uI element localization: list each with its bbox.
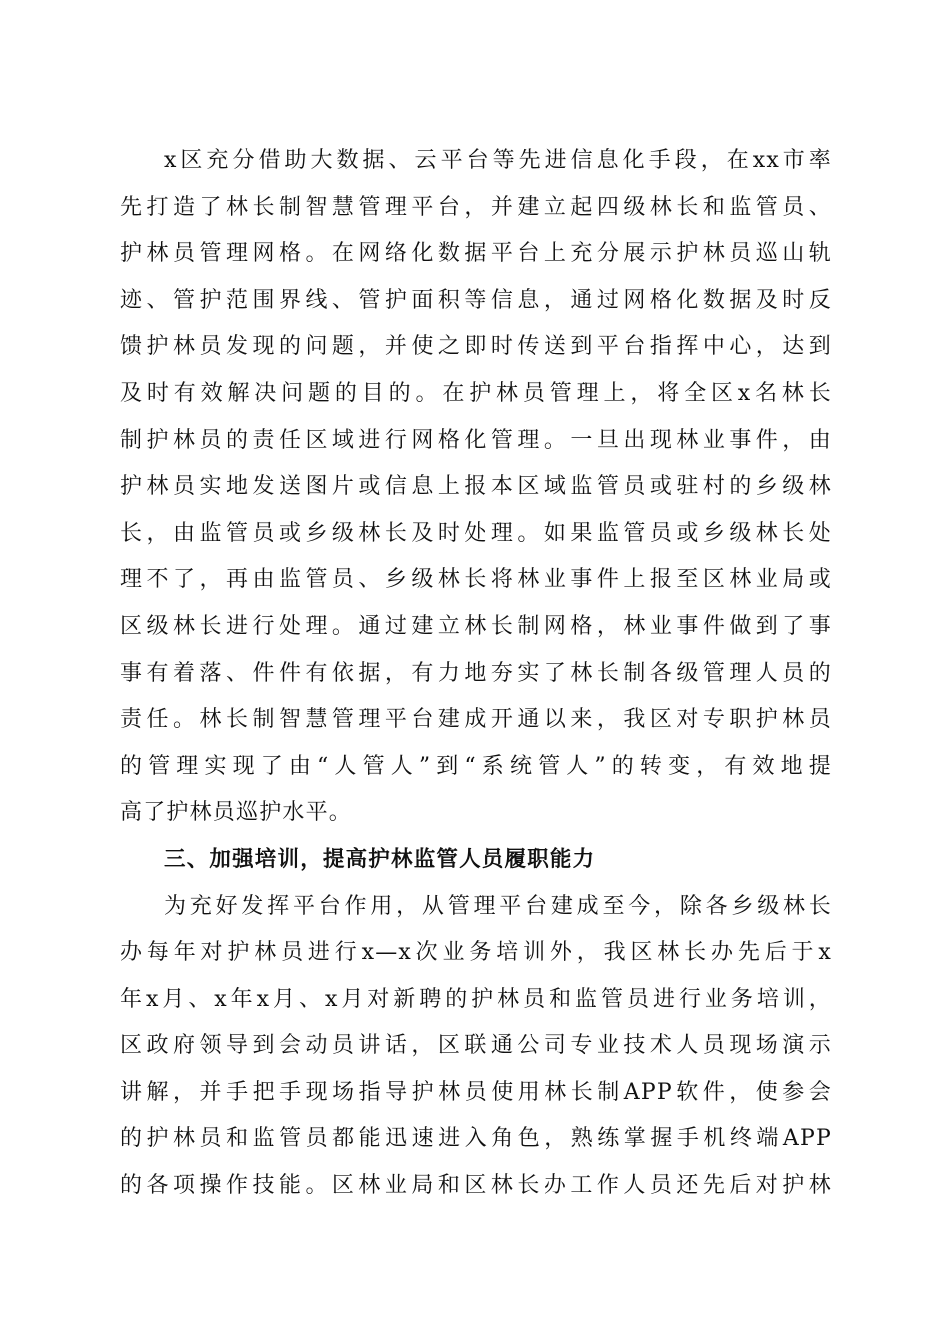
paragraph-1-line-6: 及时有效解决问题的目的。在护林员管理上，将全区x名林长 — [120, 380, 832, 406]
paragraph-1-line-2: 先打造了林长制智慧管理平台，并建立起四级林长和监管员、 — [120, 194, 832, 220]
paragraph-1-line-1: x区充分借助大数据、云平台等先进信息化手段，在xx市率 — [164, 148, 832, 173]
paragraph-1-line-11: 区级林长进行处理。通过建立林长制网格，林业事件做到了事 — [120, 613, 832, 639]
paragraph-1-line-14: 的管理实现了由“人管人”到“系统管人”的转变，有效地提 — [120, 753, 832, 779]
paragraph-2-line-6: 的护林员和监管员都能迅速进入角色，熟练掌握手机终端APP — [120, 1126, 832, 1152]
paragraph-2-line-1: 为充好发挥平台作用，从管理平台建成至今，除各乡级林长 — [164, 893, 832, 919]
paragraph-1-line-15: 高了护林员巡护水平。 — [120, 800, 353, 826]
paragraph-1-line-13: 责任。林长制智慧管理平台建成开通以来，我区对专职护林员 — [120, 707, 832, 733]
paragraph-1-line-10: 理不了，再由监管员、乡级林长将林业事件上报至区林业局或 — [120, 567, 832, 593]
paragraph-1-line-5: 馈护林员发现的问题，并使之即时传送到平台指挥中心，达到 — [120, 334, 832, 360]
paragraph-2-line-4: 区政府领导到会动员讲话，区联通公司专业技术人员现场演示 — [120, 1033, 832, 1059]
document-body — [120, 138, 832, 1210]
paragraph-1-line-7: 制护林员的责任区域进行网格化管理。一旦出现林业事件，由 — [120, 427, 832, 453]
paragraph-2-line-2: 办每年对护林员进行x—x次业务培训外，我区林长办先后于x — [120, 940, 832, 966]
section-heading: 三、加强培训，提高护林监管人员履职能力 — [164, 846, 596, 872]
paragraph-2-line-3: 年x月、x年x月、x月对新聘的护林员和监管员进行业务培训， — [120, 986, 832, 1012]
paragraph-1-line-8: 护林员实地发送图片或信息上报本区域监管员或驻村的乡级林 — [120, 474, 832, 500]
paragraph-1-line-3: 护林员管理网格。在网络化数据平台上充分展示护林员巡山轨 — [120, 241, 832, 267]
paragraph-1-line-12: 事有着落、件件有依据，有力地夯实了林长制各级管理人员的 — [120, 660, 832, 686]
paragraph-1-line-4: 迹、管护范围界线、管护面积等信息，通过网格化数据及时反 — [120, 287, 832, 313]
paragraph-2-line-5: 讲解，并手把手现场指导护林员使用林长制APP软件，使参会 — [120, 1079, 832, 1105]
paragraph-2-line-7: 的各项操作技能。区林业局和区林长办工作人员还先后对护林 — [120, 1173, 832, 1199]
paragraph-1-line-9: 长，由监管员或乡级林长及时处理。如果监管员或乡级林长处 — [120, 520, 832, 546]
